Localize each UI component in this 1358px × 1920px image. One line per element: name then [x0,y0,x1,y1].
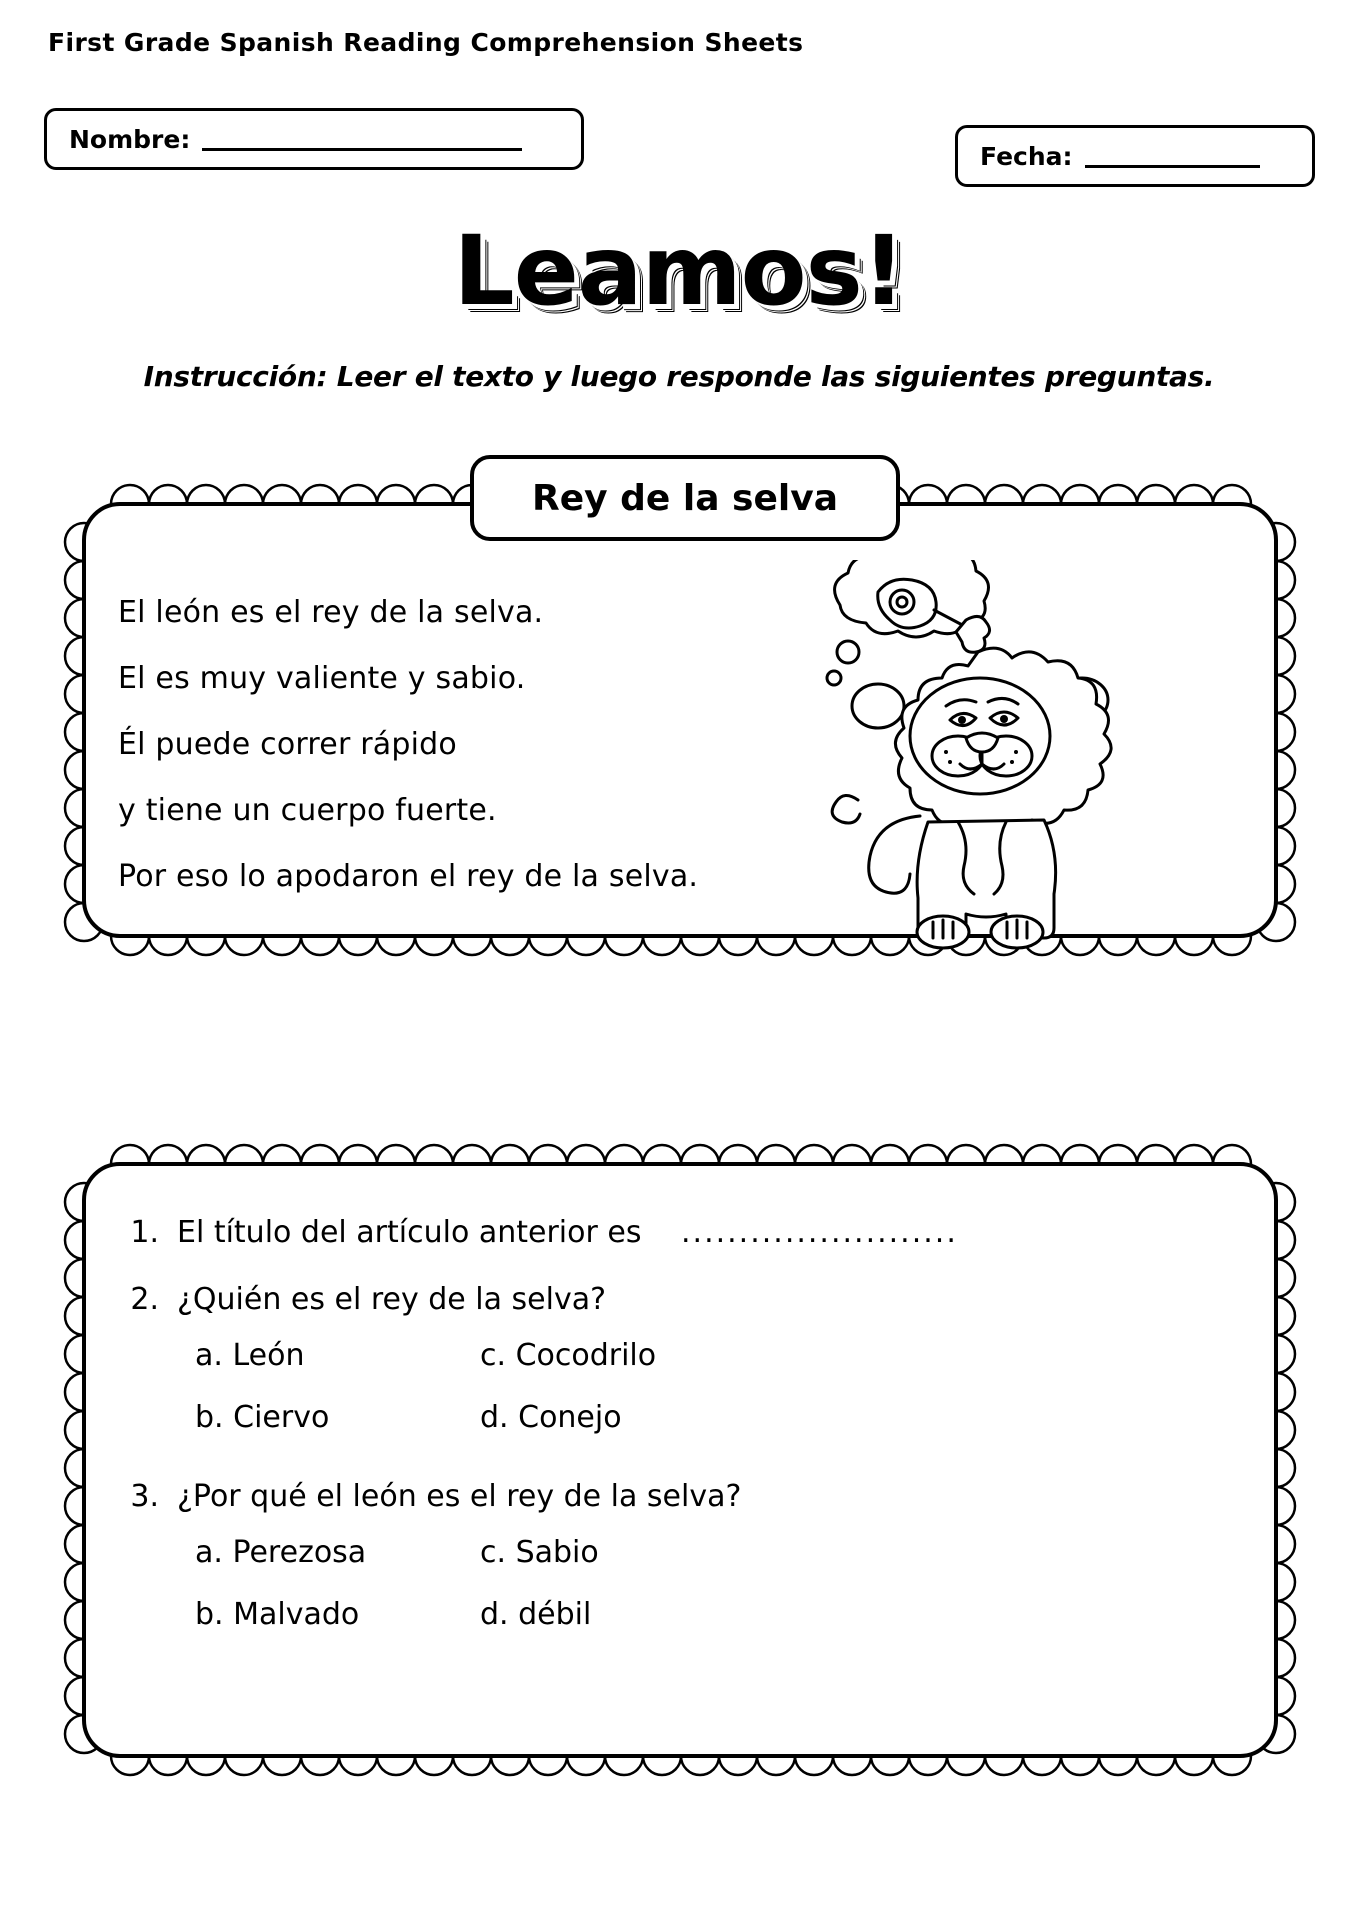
passage-line: y tiene un cuerpo fuerte. [118,793,497,828]
question-prompt: ¿Quién es el rey de la selva? [177,1282,607,1317]
passage-line: El león es el rey de la selva. [118,595,544,630]
answer-blank[interactable]: ........................ [681,1215,958,1250]
passage-text [118,580,808,910]
passage-title-box [470,455,900,541]
option-row [195,1327,1205,1385]
passage-line: El es muy valiente y sabio. [118,661,526,696]
option-c[interactable]: c. Cocodrilo [480,1338,657,1373]
option-c[interactable]: c. Sabio [480,1535,599,1570]
question-item [125,1215,1205,1250]
name-label: Nombre: [69,124,191,154]
date-field-box[interactable] [955,125,1315,187]
passage-title: Rey de la selva [532,477,838,519]
option-row [195,1389,1205,1447]
question-number: 3. [130,1479,159,1514]
question-prompt: El título del artículo anterior es [177,1215,642,1250]
question-item [125,1282,1205,1447]
questions-list [125,1215,1205,1676]
passage-line: Él puede correr rápido [118,727,457,762]
question-item [125,1479,1205,1644]
worksheet-title: Leamos! [453,215,905,327]
option-d[interactable]: d. Conejo [480,1400,622,1435]
passage-line: Por eso lo apodaron el rey de la selva. [118,859,699,894]
date-input-line[interactable] [1085,144,1260,168]
page-title: First Grade Spanish Reading Comprehension Sheets [48,28,804,57]
question-number: 2. [130,1282,159,1317]
question-number: 1. [130,1215,159,1250]
option-b[interactable]: b. Ciervo [195,1400,330,1435]
option-a[interactable]: a. Perezosa [195,1535,367,1570]
option-row [195,1524,1205,1582]
date-label: Fecha: [980,141,1073,171]
option-row [195,1586,1205,1644]
name-input-line[interactable] [202,127,522,151]
question-prompt: ¿Por qué el león es el rey de la selva? [177,1479,742,1514]
name-field-box[interactable] [44,108,584,170]
option-d[interactable]: d. débil [480,1597,592,1632]
option-a[interactable]: a. León [195,1338,305,1373]
question-text [177,1215,1205,1250]
instruction-text: Instrucción: Leer el texto y luego responde las siguientes preguntas. [143,360,1215,393]
lion-thinking-of-meat-icon [800,560,1270,960]
option-b[interactable]: b. Malvado [195,1597,360,1632]
